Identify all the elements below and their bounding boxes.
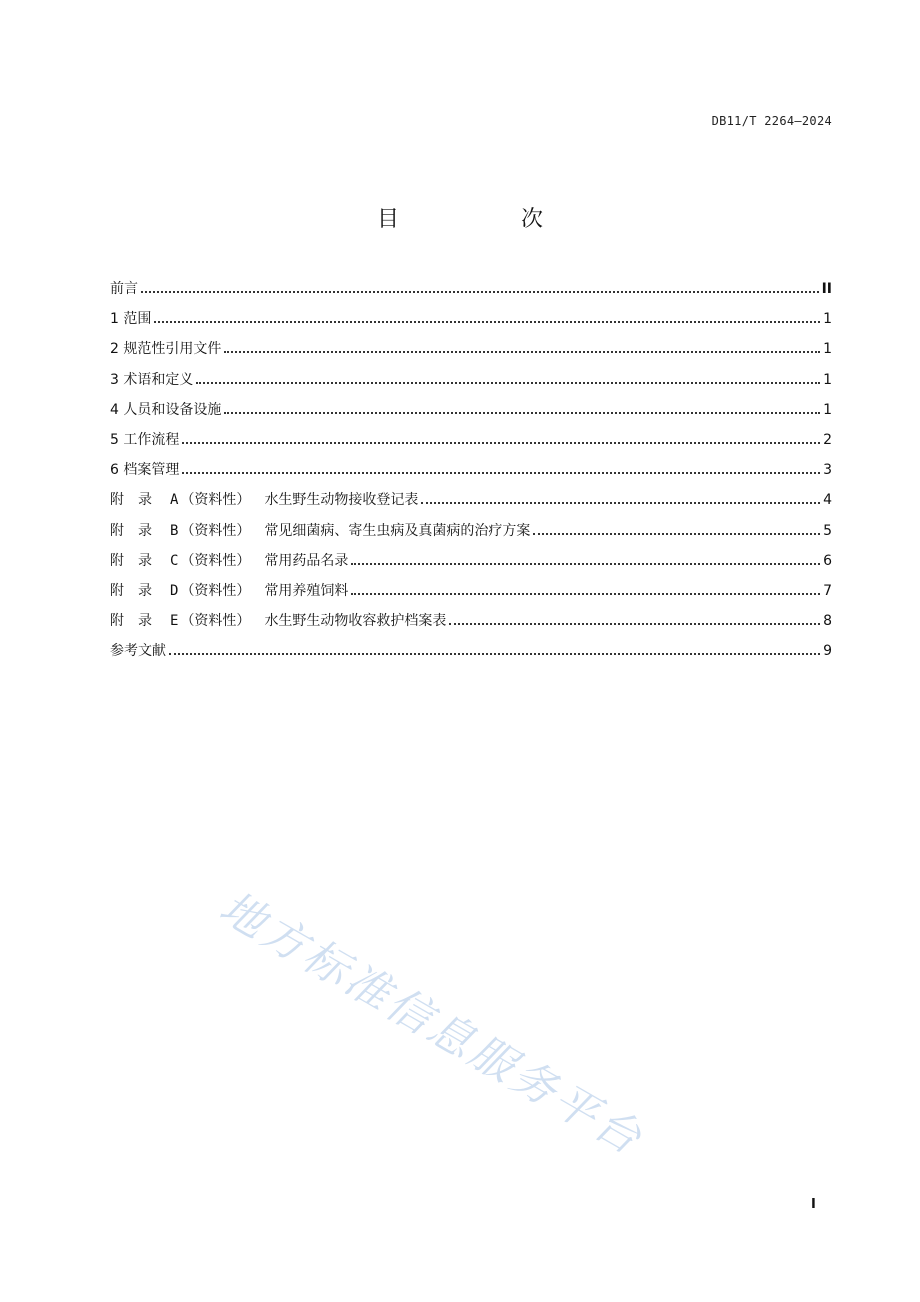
toc-entry-label: 3 术语和定义 [110,371,194,388]
toc-entry-foreword[interactable] [110,279,832,309]
toc-entry-page: II [821,281,832,297]
toc-entry-label: 5 工作流程 [110,431,180,448]
toc-entry-appendix-b[interactable] [110,521,832,551]
dot-leader [224,351,820,353]
dot-leader [224,412,820,414]
toc-entry-normative-references[interactable] [110,339,832,369]
appendix-word: 附录 [110,582,166,599]
dot-leader [182,472,820,474]
toc-entry-page: 5 [823,522,832,539]
toc-entry-label: 4 人员和设备设施 [110,401,222,418]
toc-entry-appendix-d[interactable] [110,581,832,611]
appendix-letter: B [170,522,179,539]
toc-entry-page: 1 [823,311,832,328]
toc-entry-page: 1 [823,341,832,358]
toc-entry-page: 6 [823,552,832,569]
dot-leader [169,653,820,655]
appendix-title: 常见细菌病、寄生虫病及真菌病的治疗方案 [264,522,531,539]
appendix-letter: E [170,613,179,630]
toc-entry-page: 8 [823,613,832,630]
appendix-type: （资料性） [180,552,251,569]
appendix-type: （资料性） [180,613,251,630]
dot-leader [196,382,820,384]
toc-entry-label: 1 范围 [110,311,152,328]
toc-entry-references[interactable] [110,641,832,671]
toc-entry-records-management[interactable] [110,460,832,490]
toc-entry-scope[interactable] [110,309,832,339]
toc-entry-page: 2 [823,431,832,448]
toc-entry-label: 2 规范性引用文件 [110,341,222,358]
appendix-type: （资料性） [180,522,251,539]
toc-entry-page: 1 [823,401,832,418]
dot-leader [351,593,820,595]
toc-entry-label: 6 档案管理 [110,462,180,479]
appendix-title: 常用养殖饲料 [264,582,349,599]
dot-leader [182,442,820,444]
toc-entry-page: 4 [823,492,832,509]
appendix-word: 附录 [110,552,166,569]
appendix-letter: C [170,552,179,569]
toc-entry-terms-definitions[interactable] [110,370,832,400]
appendix-label [110,551,348,571]
toc-entry-label: 参考文献 [110,643,166,660]
toc-entry-appendix-e[interactable] [110,611,832,641]
toc-entry-page: 7 [823,582,832,599]
appendix-word: 附录 [110,613,166,630]
appendix-label [110,490,418,510]
toc-entry-label: 前言 [110,281,138,297]
appendix-letter: D [170,582,179,599]
dot-leader [449,623,820,625]
page-number: I [811,1197,816,1212]
appendix-label [110,521,530,541]
toc-entry-appendix-c[interactable] [110,551,832,581]
dot-leader [141,291,819,293]
standard-code: DB11/T 2264—2024 [711,114,832,128]
appendix-letter: A [170,492,179,509]
appendix-title: 水生野生动物收容救护档案表 [264,613,447,630]
toc-entry-workflow[interactable] [110,430,832,460]
toc-entry-page: 3 [823,462,832,479]
appendix-title: 常用药品名录 [264,552,349,569]
toc-title: 目 次 [376,207,593,232]
dot-leader [533,533,820,535]
dot-leader [154,321,820,323]
appendix-word: 附录 [110,522,166,539]
appendix-word: 附录 [110,492,166,509]
toc-entry-page: 9 [823,643,832,660]
appendix-label [110,581,348,601]
appendix-title: 水生野生动物接收登记表 [264,492,419,509]
toc-entry-personnel-equipment[interactable] [110,400,832,430]
appendix-type: （资料性） [180,582,251,599]
appendix-type: （资料性） [180,492,251,509]
appendix-label [110,611,446,631]
watermark: 地方标准信息服务平台 [211,881,653,1166]
toc-list [110,279,832,671]
toc-entry-page: 1 [823,371,832,388]
dot-leader [421,502,820,504]
toc-entry-appendix-a[interactable] [110,490,832,520]
dot-leader [351,563,820,565]
